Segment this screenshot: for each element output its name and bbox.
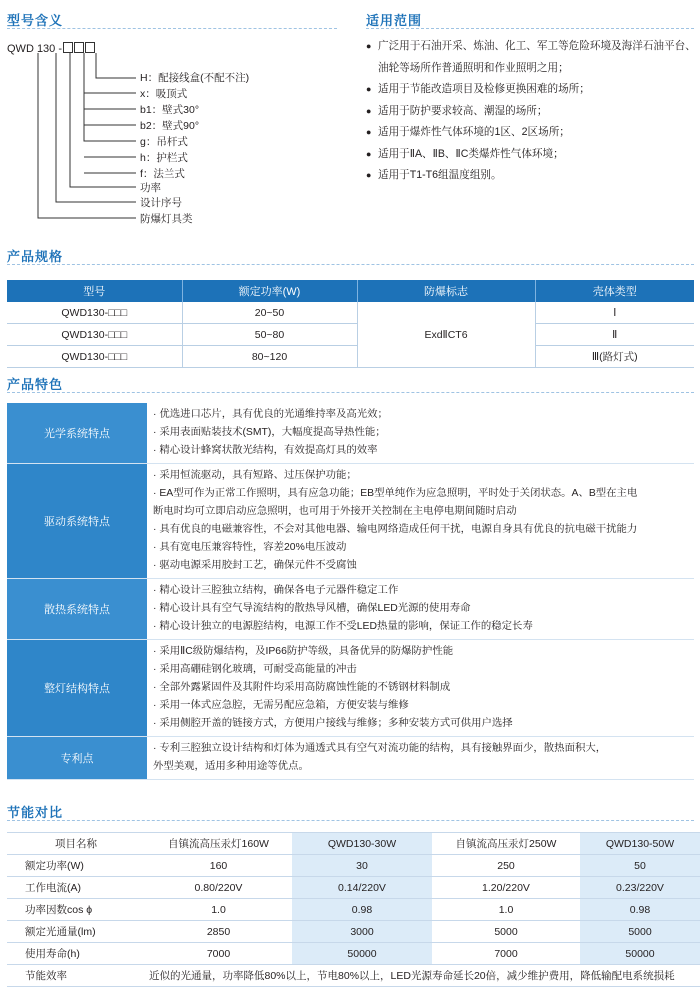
table-row: 功率因数cos ϕ 1.0 0.98 1.0 0.98 [7, 899, 700, 921]
feature-row: 散热系统特点 · 精心设计三腔独立结构，确保各电子元器件稳定工作 · 精心设计具有空气导流结构的散热导风槽，确保LED光源的使用寿命 · 精心设计独立的电源腔结构，电源工作不受LED热量的影响，保证工作的稳定长寿 [7, 579, 694, 640]
table-row: QWD130-□□□ 20~50 ExdⅡCT6 Ⅰ [7, 302, 694, 324]
feature-heading: 驱动系统特点 [7, 464, 147, 578]
table-row: 项目名称 自镇流高压汞灯160W QWD130-30W 自镇流高压汞灯250W QWD130-50W [7, 833, 700, 855]
spec-table [7, 280, 694, 368]
features-table [7, 403, 694, 780]
meaning-g: g：吊杆式 [140, 136, 188, 148]
model-code: QWD 130 - [7, 42, 95, 55]
divider [366, 28, 694, 30]
meaning-power: 功率 [140, 182, 161, 194]
meaning-x: x：吸顶式 [140, 88, 188, 100]
meaning-b1: b1：壁式30° [140, 104, 200, 116]
energy-title: 节能对比 [7, 806, 64, 821]
feature-heading: 专利点 [7, 737, 147, 779]
table-row: 工作电流(A) 0.80/220V 0.14/220V 1.20/220V 0.23/220V [7, 877, 700, 899]
meaning-serial: 设计序号 [140, 197, 182, 209]
list-item: ● 广泛用于石油开采、炼油、化工、军工等危险环境及海洋石油平台、油轮等场所作普通照明和作业照明之用； [366, 36, 696, 79]
table-row: 使用寿命(h) 7000 50000 7000 50000 [7, 943, 700, 965]
list-item: ● 适用于防护要求较高、潮湿的场所； [366, 101, 696, 123]
table-row: 节能效率 近似的光通量，功率降低80%以上，节电80%以上，LED光源寿命延长20倍，减少维护费用，降低输配电系统损耗 [7, 965, 700, 987]
meaning-h2: h：护栏式 [140, 152, 188, 164]
ex-mark: ExdⅡCT6 [357, 302, 535, 368]
list-item: ● 适用于T1-T6组温度组别。 [366, 165, 696, 187]
feature-row: 驱动系统特点 · 采用恒流驱动，具有短路、过压保护功能； · EA型可作为正常工作照明，具有应急功能；EB型单纯作为应急照明，平时处于关闭状态。A、B型在主电 断电时均可立即启动应急照明，也可用于外接开关控制在主电停电期间随时启动 · 具有优良的电磁兼容性，不会对其他电器、输电网络造成任何干扰，电源自身具有优良的抗电磁干扰能力 · 具有宽电压兼容特性，容差20%电压波动 · 驱动电源采用胶封工艺，确保元件不受腐蚀 [7, 464, 694, 579]
table-header: 型号 [7, 280, 182, 302]
list-item: ● 适用于ⅡA、ⅡB、ⅡC类爆炸性气体环境； [366, 144, 696, 166]
meaning-b2: b2：壁式90° [140, 120, 200, 132]
table-header: 防爆标志 [357, 280, 535, 302]
energy-summary: 近似的光通量，功率降低80%以上，节电80%以上，LED光源寿命延长20倍，减少维护费用，降低输配电系统损耗 [145, 965, 700, 987]
feature-heading: 光学系统特点 [7, 403, 147, 463]
feature-heading: 整灯结构特点 [7, 640, 147, 736]
feature-row: 专利点 · 专利三腔独立设计结构和灯体为通透式具有空气对流功能的结构，具有接触界面少，散热面积大， 外型美观，适用多种用途等优点。 [7, 737, 694, 780]
scope-list [366, 36, 696, 187]
table-row: 额定功率(W) 160 30 250 50 [7, 855, 700, 877]
specs-title: 产品规格 [7, 250, 64, 265]
divider [7, 820, 694, 822]
model-meaning-title: 型号含义 [7, 14, 64, 29]
table-row: QWD130-□□□ 80~120 Ⅲ(路灯式) [7, 346, 694, 368]
feature-heading: 散热系统特点 [7, 579, 147, 639]
features-title: 产品特色 [7, 378, 64, 393]
table-row: 额定光通量(lm) 2850 3000 5000 5000 [7, 921, 700, 943]
scope-title: 适用范围 [366, 14, 423, 29]
table-header: 壳体类型 [535, 280, 694, 302]
energy-table [7, 832, 700, 987]
meaning-f: f：法兰式 [140, 168, 185, 180]
feature-row: 整灯结构特点 · 采用ⅡC级防爆结构，及IP66防护等级，具备优异的防爆防护性能 · 采用高硼硅钢化玻璃，可耐受高能量的冲击 · 全部外露紧固件及其附件均采用高防腐蚀性能的不锈钢材料制成 · 采用一体式应急腔，无需另配应急箱，方便安装与维修 · 采用侧腔开盖的链接方式，方便用户接线与维修；多种安装方式可供用户选择 [7, 640, 694, 737]
list-item: ● 适用于节能改造项目及检修更换困难的场所； [366, 79, 696, 101]
list-item: ● 适用于爆炸性气体环境的1区、2区场所； [366, 122, 696, 144]
table-row: QWD130-□□□ 50~80 Ⅱ [7, 324, 694, 346]
table-header: 额定功率(W) [182, 280, 357, 302]
meaning-class: 防爆灯具类 [140, 213, 193, 225]
feature-row: 光学系统特点 · 优选进口芯片，具有优良的光通维持率及高光效； · 采用表面贴装技术(SMT)，大幅度提高导热性能； · 精心设计蜂窝状散光结构，有效提高灯具的效率 [7, 403, 694, 464]
divider [7, 264, 694, 266]
divider [7, 392, 694, 394]
meaning-h: H：配接线盒(不配不注) [140, 72, 250, 84]
